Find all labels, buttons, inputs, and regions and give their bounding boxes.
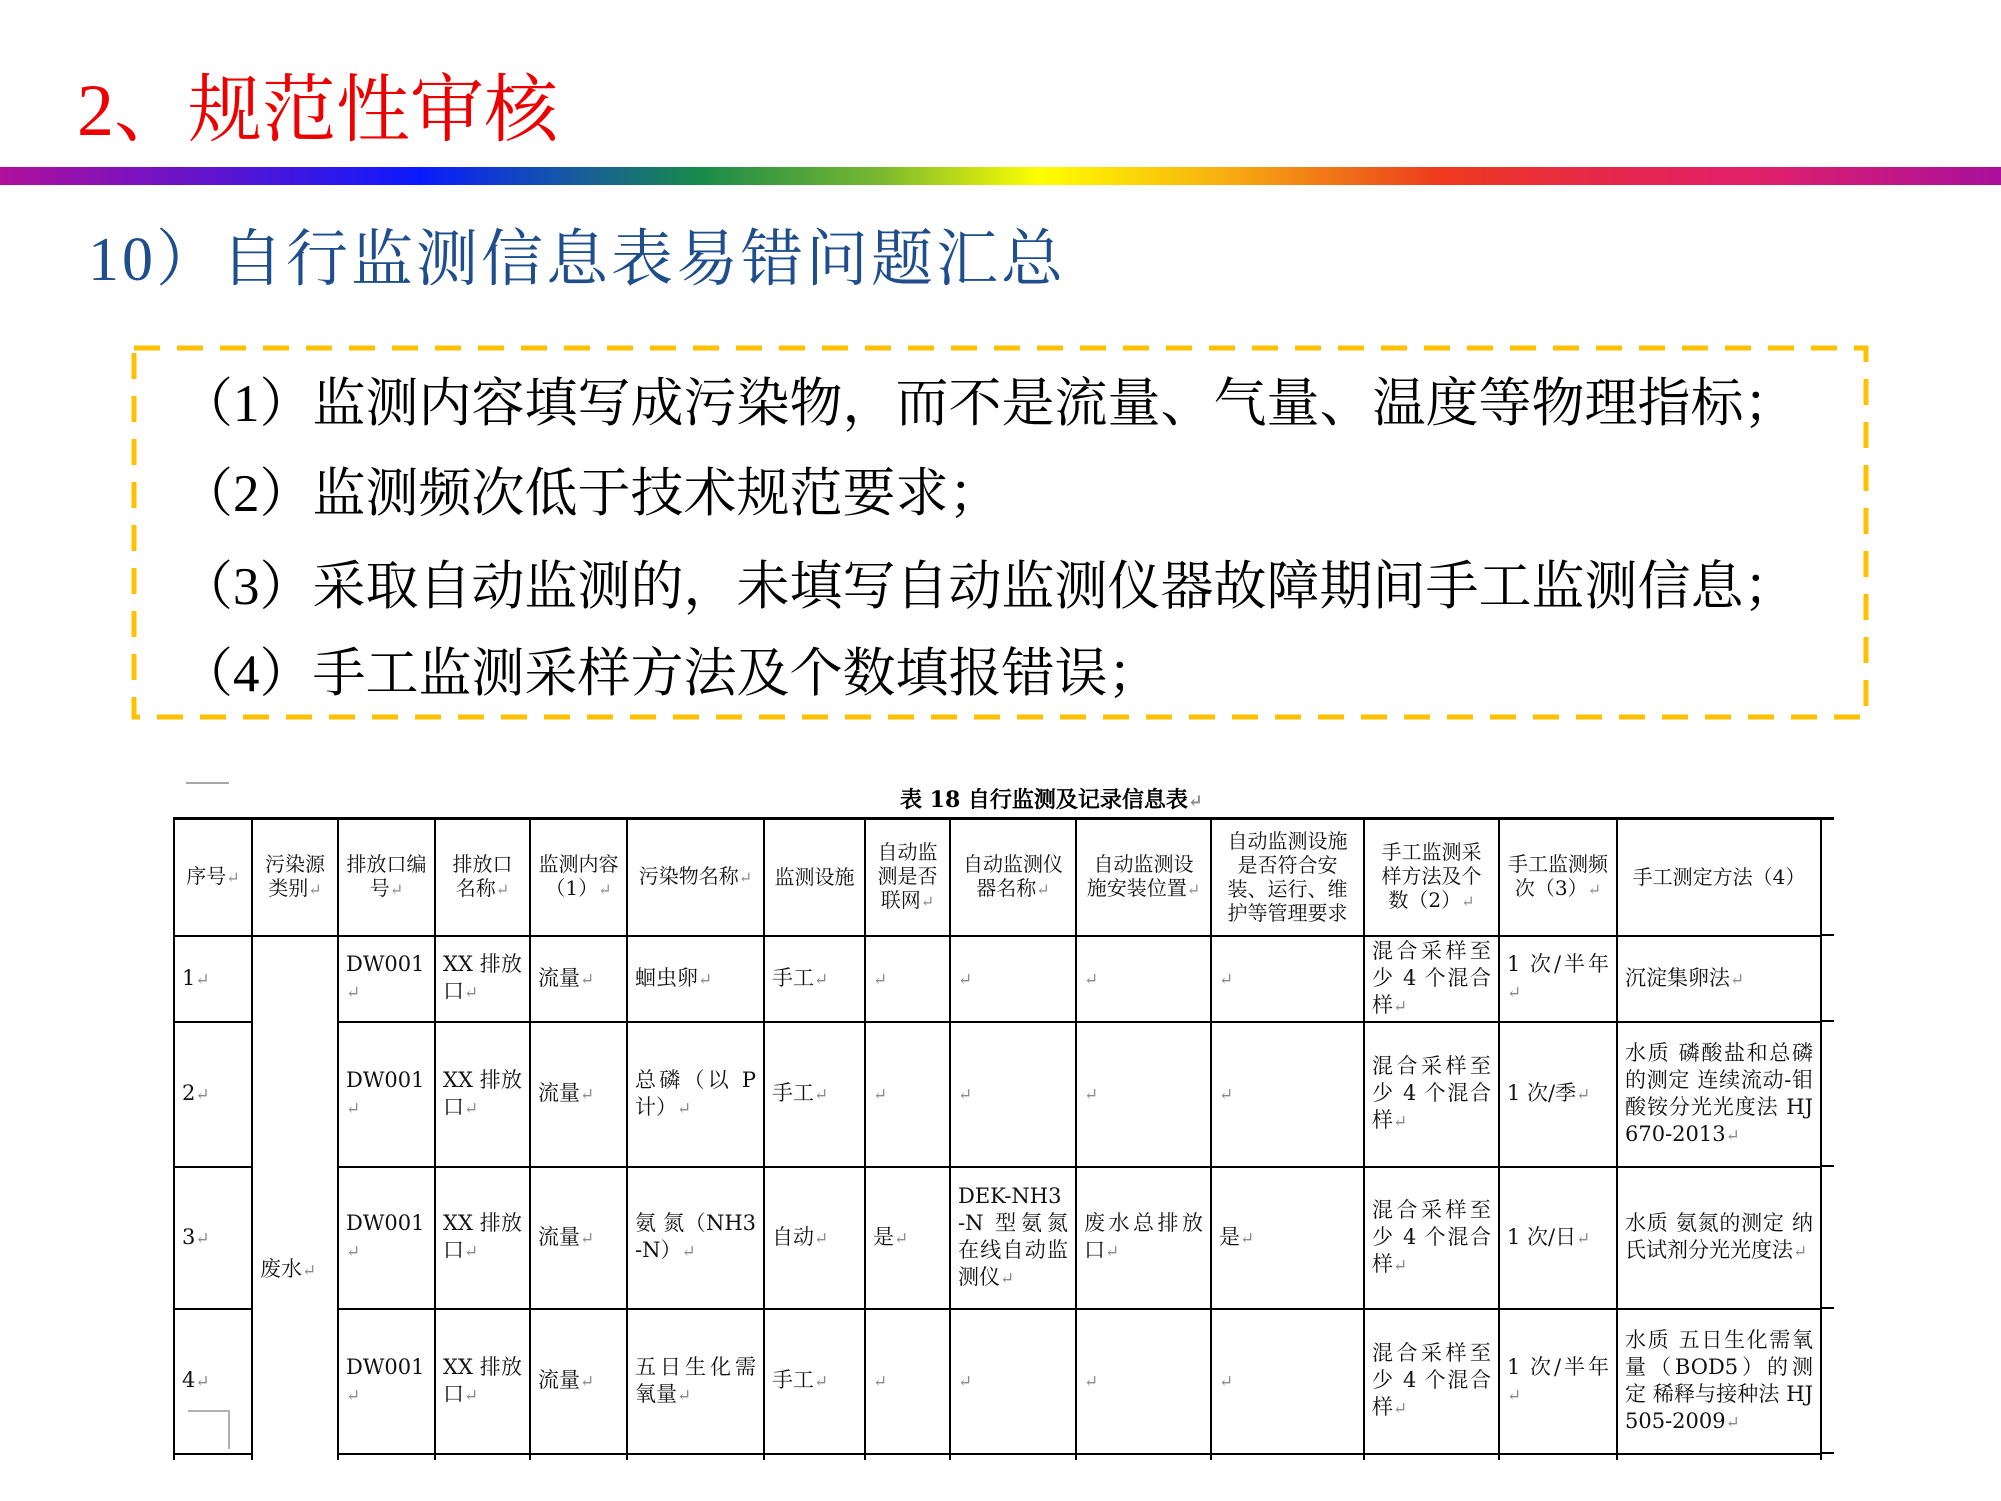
cell-pollutant-name: 蛔虫卵↵ <box>627 936 764 1022</box>
paragraph-mark-icon: ↵ <box>958 1084 973 1104</box>
cell-manual-method: 水质 磷酸盐和总磷的测定 连续流动-钼酸铵分光光度法 HJ 670-2013↵ <box>1617 1022 1821 1167</box>
paragraph-mark-icon: ↵ <box>814 968 829 989</box>
paragraph-mark-icon: ↵ <box>1576 1227 1591 1248</box>
paragraph-mark-icon: ↵ <box>1725 1124 1740 1145</box>
row-line-stub <box>1820 817 1834 820</box>
paragraph-mark-icon: ↵ <box>681 1241 696 1261</box>
header-cell-outlet-name: 排放口名称↵ <box>435 819 530 936</box>
paragraph-mark-icon: ↵ <box>346 982 361 1002</box>
cell-manual-method: 水质 五日生化需氧量（BOD5）的测定 稀释与接种法 HJ505-2009↵ <box>1617 1309 1821 1454</box>
table-caption: 表 18 自行监测及记录信息表↵ <box>900 787 1203 813</box>
paragraph-mark-icon: ↵ <box>464 982 479 1002</box>
cell-clipped <box>530 1454 627 1461</box>
cell-monitoring-content: 流量↵ <box>530 936 627 1022</box>
cell-manual-sampling-method: 混合采样至少 4 个混合样↵ <box>1364 1167 1499 1309</box>
cell-clipped <box>435 1454 530 1461</box>
table-row <box>174 1022 1821 1167</box>
row-line-stub <box>1820 1452 1834 1454</box>
issue-item-4: （4）手工监测采样方法及个数填报错误； <box>180 645 1161 703</box>
cell-manual-method: 水质 氨氮的测定 纳氏试剂分光光度法↵ <box>1617 1167 1821 1309</box>
paragraph-mark-icon: ↵ <box>677 1384 692 1405</box>
cell-outlet-name: XX 排放口↵ <box>435 1167 530 1309</box>
paragraph-mark-icon: ↵ <box>814 1371 829 1391</box>
cell-auto-compliance <box>1211 1309 1364 1454</box>
cell-clipped <box>1617 1454 1821 1461</box>
header-cell-monitoring-content: 监测内容（1）↵ <box>530 819 627 936</box>
table-row <box>174 936 1821 1022</box>
paragraph-mark-icon: ↵ <box>580 1227 595 1248</box>
header-cell-source-category: 污染源类别↵ <box>252 819 338 936</box>
cell-index: 4↵ <box>174 1309 252 1454</box>
paragraph-mark-icon: ↵ <box>958 968 973 989</box>
issue-item-2: （2）监测频次低于技术规范要求； <box>180 465 1002 523</box>
cell-clipped <box>174 1454 252 1461</box>
row-line-stub <box>1820 1307 1834 1309</box>
cell-manual-frequency: 1 次/半年↵ <box>1499 936 1617 1022</box>
paragraph-mark-icon: ↵ <box>1084 1371 1099 1391</box>
table-row <box>174 1309 1821 1454</box>
cell-outlet-name: XX 排放口↵ <box>435 936 530 1022</box>
paragraph-mark-icon: ↵ <box>302 1259 317 1280</box>
paragraph-mark-icon: ↵ <box>814 1227 829 1248</box>
table-row <box>174 1167 1821 1309</box>
cell-index: 2↵ <box>174 1022 252 1167</box>
header-cell-manual-frequency: 手工监测频次（3）↵ <box>1499 819 1617 936</box>
cell-outlet-code: DW001↵ <box>338 1167 435 1309</box>
slide-title: 2、规范性审核 <box>77 70 558 152</box>
cell-monitoring-content: 流量↵ <box>530 1022 627 1167</box>
cell-pollutant-name: 氨 氮（NH3-N）↵ <box>627 1167 764 1309</box>
paragraph-mark-icon: ↵ <box>873 1084 888 1104</box>
paragraph-mark-icon: ↵ <box>598 880 612 900</box>
cell-outlet-code: DW001↵ <box>338 1309 435 1454</box>
cell-auto-networked <box>865 1309 950 1454</box>
paragraph-mark-icon: ↵ <box>195 968 210 989</box>
cell-auto-compliance <box>1211 936 1364 1022</box>
cell-clipped <box>1364 1454 1499 1461</box>
header-cell-manual-method: 手工测定方法（4） <box>1617 819 1821 936</box>
paragraph-mark-icon: ↵ <box>1507 982 1522 1002</box>
header-cell-monitoring-facility: 监测设施 <box>764 819 865 936</box>
paragraph-mark-icon: ↵ <box>464 1241 479 1261</box>
paragraph-mark-icon: ↵ <box>580 1371 595 1391</box>
cell-auto-networked: 是↵ <box>865 1167 950 1309</box>
issue-item-3: （3）采取自动监测的，未填写自动监测仪器故障期间手工监测信息； <box>180 558 1797 616</box>
cell-clipped <box>950 1454 1076 1461</box>
paragraph-mark-icon: ↵ <box>1793 1241 1808 1261</box>
cell-monitoring-content: 流量↵ <box>530 1309 627 1454</box>
cell-monitoring-facility: 手工↵ <box>764 936 865 1022</box>
header-cell-auto-instrument-name: 自动监测仪器名称↵ <box>950 819 1076 936</box>
paragraph-mark-icon: ↵ <box>1219 1084 1234 1104</box>
table-header-row <box>174 819 1821 936</box>
paragraph-mark-icon: ↵ <box>677 1097 692 1118</box>
cell-outlet-code: DW001↵ <box>338 936 435 1022</box>
paragraph-mark-icon: ↵ <box>1084 1084 1099 1104</box>
cell-monitoring-facility: 自动↵ <box>764 1167 865 1309</box>
cell-outlet-name: XX 排放口↵ <box>435 1022 530 1167</box>
paragraph-mark-icon: ↵ <box>580 968 595 989</box>
cell-outlet-code: DW001↵ <box>338 1022 435 1167</box>
paragraph-mark-icon: ↵ <box>1186 880 1201 900</box>
paragraph-mark-icon: ↵ <box>1393 1111 1408 1131</box>
paragraph-mark-icon: ↵ <box>698 968 713 989</box>
cell-manual-method: 沉淀集卵法↵ <box>1617 936 1821 1022</box>
cell-auto-networked <box>865 1022 950 1167</box>
paragraph-mark-icon: ↵ <box>873 968 888 989</box>
cell-auto-networked <box>865 936 950 1022</box>
cell-clipped <box>1076 1454 1211 1461</box>
monitoring-record-table <box>173 817 1822 1460</box>
cell-manual-frequency: 1 次/日↵ <box>1499 1167 1617 1309</box>
paragraph-mark-icon: ↵ <box>308 880 322 900</box>
page-crop-mark-top <box>186 782 229 784</box>
paragraph-mark-icon: ↵ <box>1036 880 1050 900</box>
cell-monitoring-facility: 手工↵ <box>764 1022 865 1167</box>
paragraph-mark-icon: ↵ <box>920 892 935 912</box>
row-line-stub <box>1820 934 1834 936</box>
cell-monitoring-facility: 手工↵ <box>764 1309 865 1454</box>
paragraph-mark-icon: ↵ <box>873 1371 888 1391</box>
cell-clipped <box>627 1454 764 1461</box>
cell-auto-install-location <box>1076 1309 1211 1454</box>
header-cell-outlet-code: 排放口编号↵ <box>338 819 435 936</box>
cell-source-category-merged: 废水↵ <box>252 936 338 1461</box>
paragraph-mark-icon: ↵ <box>1084 968 1099 989</box>
cell-index: 3↵ <box>174 1167 252 1309</box>
cell-monitoring-content: 流量↵ <box>530 1167 627 1309</box>
paragraph-mark-icon: ↵ <box>1461 892 1475 912</box>
paragraph-mark-icon: ↵ <box>495 880 510 900</box>
header-cell-manual-sampling-method: 手工监测采样方法及个数（2）↵ <box>1364 819 1499 936</box>
paragraph-mark-icon: ↵ <box>1576 1084 1591 1104</box>
row-line-stub <box>1820 1020 1834 1022</box>
row-line-stub <box>1820 1165 1834 1167</box>
table-row-clipped <box>174 1454 1821 1461</box>
rainbow-divider-bar <box>0 167 2001 185</box>
header-cell-index: 序号↵ <box>174 819 252 936</box>
paragraph-mark-icon: ↵ <box>1507 1384 1522 1405</box>
paragraph-mark-icon: ↵ <box>195 1371 210 1391</box>
paragraph-mark-icon: ↵ <box>1187 791 1203 812</box>
cell-manual-frequency: 1 次/季↵ <box>1499 1022 1617 1167</box>
cell-manual-sampling-method: 混合采样至少 4 个混合样↵ <box>1364 1022 1499 1167</box>
cell-outlet-name: XX 排放口↵ <box>435 1309 530 1454</box>
cell-auto-instrument-name: DEK-NH3-N 型氨氮在线自动监测仪↵ <box>950 1167 1076 1309</box>
paragraph-mark-icon: ↵ <box>1725 1411 1740 1432</box>
cell-manual-sampling-method: 混合采样至少 4 个混合样↵ <box>1364 936 1499 1022</box>
header-cell-auto-install-location: 自动监测设施安装位置↵ <box>1076 819 1211 936</box>
paragraph-mark-icon: ↵ <box>1219 1371 1234 1391</box>
cell-pollutant-name: 总磷（以 P 计）↵ <box>627 1022 764 1167</box>
paragraph-mark-icon: ↵ <box>1393 1398 1408 1418</box>
issue-item-1: （1）监测内容填写成污染物，而不是流量、气量、温度等物理指标； <box>180 375 1797 433</box>
page-corner-crop-mark <box>188 1410 230 1449</box>
cell-auto-install-location <box>1076 936 1211 1022</box>
paragraph-mark-icon: ↵ <box>195 1227 210 1248</box>
paragraph-mark-icon: ↵ <box>814 1084 829 1104</box>
cell-manual-frequency: 1 次/半年↵ <box>1499 1309 1617 1454</box>
header-cell-auto-networked: 自动监测是否联网↵ <box>865 819 950 936</box>
paragraph-mark-icon: ↵ <box>464 1097 479 1118</box>
paragraph-mark-icon: ↵ <box>464 1384 479 1405</box>
paragraph-mark-icon: ↵ <box>1219 968 1234 989</box>
cell-clipped <box>764 1454 865 1461</box>
cell-pollutant-name: 五日生化需氧量↵ <box>627 1309 764 1454</box>
paragraph-mark-icon: ↵ <box>1000 1268 1015 1288</box>
cell-auto-install-location: 废水总排放口↵ <box>1076 1167 1211 1309</box>
header-cell-pollutant-name: 污染物名称↵ <box>627 819 764 936</box>
paragraph-mark-icon: ↵ <box>1730 968 1745 989</box>
paragraph-mark-icon: ↵ <box>1393 1254 1408 1275</box>
paragraph-mark-icon: ↵ <box>958 1371 973 1391</box>
cell-index: 1↵ <box>174 936 252 1022</box>
paragraph-mark-icon: ↵ <box>346 1384 361 1405</box>
cell-manual-sampling-method: 混合采样至少 4 个混合样↵ <box>1364 1309 1499 1454</box>
cell-auto-install-location <box>1076 1022 1211 1167</box>
cell-clipped <box>1499 1454 1617 1461</box>
paragraph-mark-icon: ↵ <box>195 1084 210 1104</box>
paragraph-mark-icon: ↵ <box>580 1084 595 1104</box>
paragraph-mark-icon: ↵ <box>894 1227 909 1248</box>
cell-auto-instrument-name <box>950 936 1076 1022</box>
cell-auto-instrument-name <box>950 1022 1076 1167</box>
cell-auto-compliance: 是↵ <box>1211 1167 1364 1309</box>
cell-clipped <box>338 1454 435 1461</box>
paragraph-mark-icon: ↵ <box>389 880 404 900</box>
paragraph-mark-icon: ↵ <box>346 1097 361 1118</box>
paragraph-mark-icon: ↵ <box>1587 880 1602 900</box>
paragraph-mark-icon: ↵ <box>226 868 240 888</box>
cell-clipped <box>1211 1454 1364 1461</box>
monitoring-record-table-container <box>173 817 1838 1460</box>
paragraph-mark-icon: ↵ <box>738 868 753 888</box>
cell-clipped <box>865 1454 950 1461</box>
cell-auto-instrument-name <box>950 1309 1076 1454</box>
paragraph-mark-icon: ↵ <box>1393 995 1408 1016</box>
cell-auto-compliance <box>1211 1022 1364 1167</box>
header-cell-auto-compliance: 自动监测设施是否符合安装、运行、维护等管理要求 <box>1211 819 1364 936</box>
paragraph-mark-icon: ↵ <box>1105 1241 1120 1261</box>
section-subtitle: 10）自行监测信息表易错问题汇总 <box>88 226 1067 294</box>
paragraph-mark-icon: ↵ <box>1240 1227 1255 1248</box>
paragraph-mark-icon: ↵ <box>346 1241 361 1261</box>
